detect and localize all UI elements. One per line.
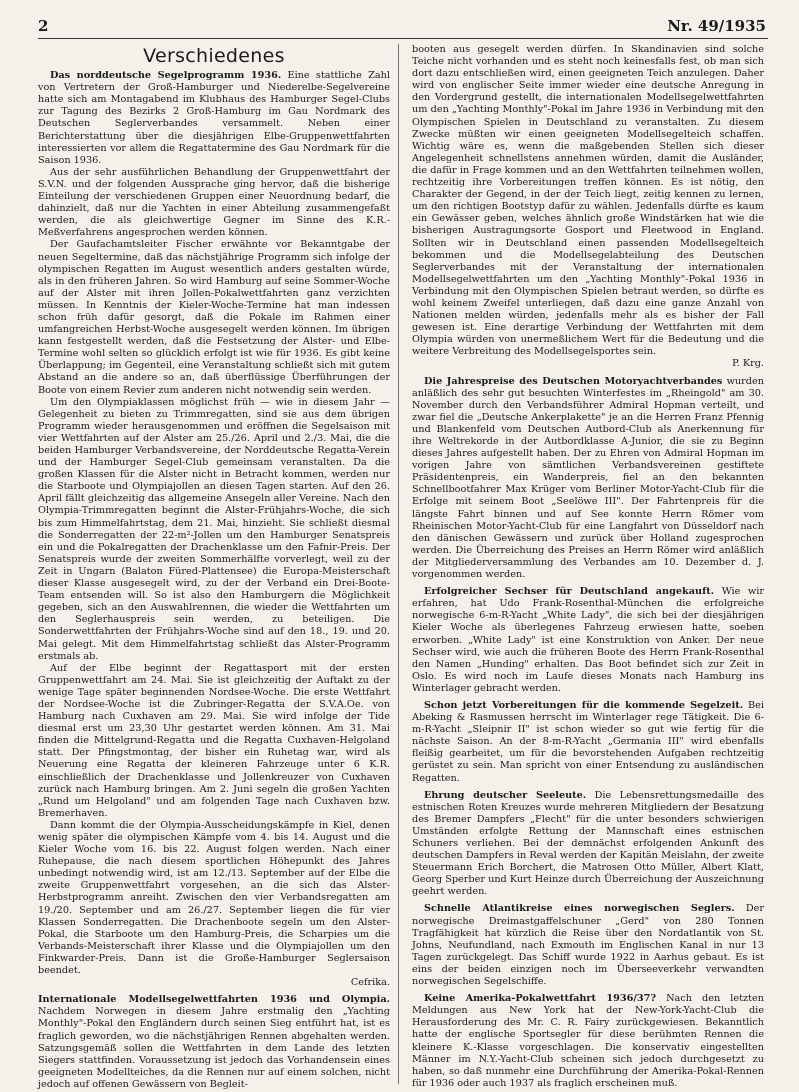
article-text: wurden anläßlich des sehr gut besuchten Winterfestes im „Rheingold" am 30. November durch den Verbandsführer Admiral Hopman verteilt, und zwar fiel die „Deutsche Ankerplakette" je an die Herren Franz Pfennig und Blankenfeld vom Deutschen Autbord-Club als Anerkennung für ihre Weltrekorde in der Autbordklasse A-Junior, die sie zu Beginn dieses Jahres aufgestellt haben. Der zu Ehren von Admiral Hopman im vorigen Jahre von sämtlichen Verbandsvereinen gestiftete Präsidentenpreis, ein Wanderpreis, fiel an den bekannten Schnellbootfahrer Max Krüger vom Berliner Motor-Yacht-Club für die Erfolge mit seinem Boot „Seelöwe III". Der Fahrtenpreis für die längste Fahrt binnen und auf See konnte Herrn Römer vom Rheinischen Motor-Yacht-Club für eine Langfahrt von Düsseldorf nach den dänischen Gewässern und zurück über Holland zugesprochen werden. Die Überreichung des Preises an Herrn Römer wird anläßlich der Mitgliederversammlung des Verbandes am 10. Dezember d. J. vorgenommen werden.	[412, 375, 764, 581]
paragraph: Um den Olympiaklassen möglichst früh — wie in diesem Jahr — Gelegenheit zu bieten zu Trimmregatten, sind sie aus dem übrigen Programm wieder herausgenommen und eröffnen die Segelsaison mit vier Wettfahrten auf der Alster am 25./26. April und 2./3. Mai, die die beiden Hamburger Verbandsvereine, der Norddeutsche Regatta-Verein und der Hamburger Segel-Club gemeinsam veranstalten. Da die großen Klassen für die Alster nicht in Betracht kommen, werden nur die Starboote und Olympiajollen an diesen Tagen starten. Auf den 26. April fällt gleichzeitig das allgemeine Ansegeln aller Vereine. Nach den Olympia-Trimmregatten beginnt die Alster-Frühjahrs-Woche, die sich bis zum Himmelfahrtstag, dem 21. Mai, hinzieht. Sie schließt diesmal die Sonderregatten der 22-m²-Jollen um den Hamburger Senatspreis ein und die Pokalregatten der Drachenklasse um den Fafnir-Preis. Der Senatspreis wurde der zweiten Sommerhälfte vorverlegt, weil zu der Zeit in Ungarn (Balaton Füred-Plattensee) die Europa-Meisterschaft dieser Klasse ausgesegelt wird, zu der der Verband ein Drei-Boote-Team entsenden will. So ist also den Hamburgern die Möglichkeit gegeben, sich an den Auswahlrennen, die wieder die Wettfahrten um den Seglerhauspreis sein werden, zu beteiligen. Die Sonderwettfahrten der Frühjahrs-Woche sind auf den 18., 19. und 20. Mai gelegt. Mit dem Himmelfahrtstag schließt das Alster-Programm erstmals ab.	[38, 396, 390, 662]
article-jahrespreise	[412, 376, 764, 582]
paragraph: Auf der Elbe beginnt der Regattasport mit der ersten Gruppenwettfahrt am 24. Mai. Sie ist gleichzeitig der Auftakt zu der wenige Tage später beginnenden Nordsee-Woche. Die erste Wettfahrt der Nordsee-Woche ist die Zubringer-Regatta der S.V.A.Oe. von Hamburg nach Cuxhaven am 29. Mai. Sie wird infolge der Tide diesmal erst um 23,30 Uhr gestartet werden können. Am 31. Mai finden die Mittelgrund-Regatta und die Regatta Cuxhaven-Helgoland statt. Der Pfingstmontag, der bisher ein Ruhetag war, wird als Neuerung eine Regatta der kleineren Fahrzeuge unter 6 K.R. einschließlich der Drachenklasse und Jollenkreuzer von Cuxhaven zurück nach Hamburg bringen. Am 2. Juni segeln die großen Yachten „Rund um Helgoland" und am folgenden Tage nach Cuxhaven bzw. Bremerhaven.	[38, 662, 390, 819]
article-heading: Schon jetzt Vorbereitungen für die kommende Segelzeit.	[424, 699, 744, 711]
author-signature: P. Krg.	[732, 358, 764, 370]
article-amerika-pokal	[412, 993, 764, 1090]
article-heading: Ehrung deutscher Seeleute.	[424, 789, 587, 801]
article-ehrung	[412, 790, 764, 899]
article-heading: Das norddeutsche Segelprogramm 1936.	[50, 70, 282, 82]
article-heading: Keine Amerika-Pokalwettfahrt 1936/37?	[424, 993, 657, 1005]
article-modellsegel	[38, 994, 390, 1091]
article-heading: Erfolgreicher Sechser für Deutschland angekauft.	[424, 586, 715, 598]
article-text: Nachdem Norwegen in diesem Jahre erstmalig den „Yachting Monthly"-Pokal den Engländern durch seinen Sieg entführt hat, ist es fraglich geworden, wo die nächstjährigen Rennen abgehalten werden. Satzungsgemäß sollen die Wettfahrten in dem Lande des letzten Siegers stattfinden. Voraussetzung ist jedoch das Vorhandensein eines geeigneten Modellteiches, da die Rennen nur auf einem solchen, nicht jedoch auf offenen Gewässern von Begleit-	[38, 1006, 390, 1090]
article-text: Wie wir erfahren, hat Udo Frank-Rosenthal-München die erfolgreiche norwegische 6-m-R-Yacht „White Lady", die sich bei der diesjährigen Kieler Woche als überlegenes Fahrzeug erwiesen hatte, soeben erworben. „White Lady" ist eine Konstruktion von Anker. Der neue Sechser wird, wie auch die früheren Boote des Herrn Frank-Rosenthal den Namen „Hunding" erhalten. Das Boot befindet sich zur Zeit in Oslo. Es wird noch im Laufe dieses Monats nach Hamburg ins Winterlager gebracht werden.	[412, 586, 764, 694]
article-text: Bei Abeking & Rasmussen herrscht im Winterlager rege Tätigkeit. Die 6-m-R-Yacht „Sleipnir II" ist schon wieder so gut wie fertig für die nächste Saison. An der 8-m-R-Yacht „Germania III" wird ebenfalls fleißig gearbeitet, um für die bevorstehenden Aufgaben rechtzeitig gerüstet zu sein. Man spricht von einer Entsendung zu ausländischen Regatten.	[412, 699, 764, 784]
page-title: Verschiedenes	[143, 45, 285, 67]
page-number: 2	[38, 17, 49, 35]
header-rule	[38, 38, 768, 39]
article-text: Die Lebensrettungsmedaille des estnischen Roten Kreuzes wurde mehreren Mitgliedern der Besatzung des Bremer Dampfers „Flecht" für die unter besonders schwierigen Umständen erfolgte Rettung der Mannschaft eines estnischen Schuners verliehen. Bei der demnächst erfolgenden Ankunft des deutschen Dampfers in Reval werden der Kapitän Meislahn, der zweite Steuermann Erich Borchert, die Matrosen Otto Müller, Albert Klatt, Georg Sperber und Kurt Heinze durch Überreichung der Auszeichnung geehrt werden.	[412, 789, 764, 898]
article-text: Eine stattliche Zahl von Vertretern der Groß-Hamburger und Niederelbe-Segelvereine hatte sich am Montagabend im Klubhaus des Hamburger Segel-Clubs zur Tagung des Bezirks 2 Groß-Hamburg im Gau Nordmark des Deutschen Seglerverbandes versammelt. Neben einer Berichterstattung über die diesjährigen Elbe-Gruppenwettfahrten interessierten vor allem die Regattatermine des Gau Nordmark für die Saison 1936.	[38, 70, 390, 166]
left-column	[38, 44, 390, 1090]
author-signature: Cefrika.	[350, 977, 390, 989]
article-segelprogramm	[38, 70, 390, 167]
article-text: Nach den letzten Meldungen aus New York hat der New-York-Yacht-Club die Herausforderung des Mr. C. R. Fairy zurückgewiesen. Bekanntlich hatte der englische Sportsegler für diese berühmten Rennen die kleinere K.-Klasse vorgeschlagen. Die konservativ eingestellten Männer im N.Y.-Yacht-Club scheinen sich jedoch durchgesetzt zu haben, so daß nunmehr eine Durchführung der Amerika-Pokal-Rennen für 1936 oder auch 1937 als fraglich erscheinen muß.	[412, 993, 764, 1089]
column-divider	[398, 44, 399, 1084]
paragraph: Der Gaufachamtsleiter Fischer erwähnte vor Bekanntgabe der neuen Segeltermine, daß das nächstjährige Programm sich infolge der olympischen Regatten im August wesentlich anders gestalten würde, als in den früheren Jahren. So wird Hamburg auf seine Sommer-Woche auf der Alster mit ihren Jollen-Pokalwettfahrten ganz verzichten müssen. In Kenntnis der Kieler-Woche-Termine hat man indessen schon früh dafür gesorgt, daß die Pokale im Rahmen einer umfangreichen Herbst-Woche ausgesegelt werden können. Im übrigen kann festgestellt werden, daß die Festsetzung der Alster- und Elbe-Termine wohl selten so glücklich erfolgt ist wie für 1936. Es gibt keine Überlappung; im Gegenteil, eine Veranstaltung schließt sich mit gutem Abstand an die andere so an, daß überflüssige Überführungen der Boote von einem Revier zum anderen nicht notwendig sein werden.	[38, 239, 390, 396]
article-vorbereitungen	[412, 700, 764, 785]
paragraph: booten aus gesegelt werden dürfen. In Skandinavien sind solche Teiche nicht vorhanden und es steht noch keinesfalls fest, ob man sich dort dazu entschließen wird, einen geeigneten Teich anzulegen. Daher wird von englischer Seite immer wieder eine deutsche Anregung in den Vordergrund gestellt, die internationalen Modellsegelwettfahrten um den „Yachting Monthly"-Pokal im Jahre 1936 in Verbindung mit den Olympischen Spielen in Deutschland zu veranstalten. Zu diesem Zwecke müßten wir einen geeigneten Modellsegelteich schaffen. Wichtig wäre es, wenn die maßgebenden Stellen sich dieser Angelegenheit schnellstens annehmen würden, damit die Ausländer, die dafür in Frage kommen und an den Wettfahrten teilnehmen wollen, rechtzeitig ihre Vorbereitungen treffen können. Es ist nötig, den Charakter der Gegend, in der der Teich liegt, zeitig kennen zu lernen, um den richtigen Bootstyp dafür zu wählen. Jedenfalls dürfte es kaum ein Gewässer geben, welches ähnlich große Windstärken hat wie die bisherigen Austragungsorte Gosport und Fleetwood in England. Sollten wir in Deutschland einen passenden Modellsegelteich bekommen und die Modellsegelabteilung des Deutschen Seglerverbandes mit der Veranstaltung der internationalen Modellsegelwettfahrten um den „Yachting Monthly"-Pokal 1936 in Verbindung mit den Olympischen Spielen betraut werden, so dürfte es wohl keinem Zweifel unterliegen, daß dazu eine ganze Anzahl von Nationen melden würden, jedenfalls mehr als es bisher der Fall gewesen ist. Eine derartige Verbindung der Wettfahrten mit dem Olympia würden von unermeßlichem Wert für die Bedeutung und die weitere Verbreitung des Modellsegelsportes sein.	[412, 44, 764, 358]
article-sechser	[412, 586, 764, 695]
article-heading: Die Jahrespreise des Deutschen Motoryachtverbandes	[424, 375, 723, 387]
paragraph: Aus der sehr ausführlichen Behandlung der Gruppenwettfahrt der S.V.N. und der folgenden Aussprache ging hervor, daß die bisherige Einteilung der verschiedenen Gruppen einer Neuordnung bedarf, die dahinzielt, daß nur die Yachten in einer Abteilung zusammengefaßt werden, die als gleichwertige Gegner im Sinne des K.R.-Meßverfahrens angesprochen werden können.	[38, 166, 390, 239]
article-text: Der norwegische Dreimastgaffelschuner „Gerd" von 280 Tonnen Tragfähigkeit hat kürzlich die Reise über den Nordatlantik von St. Johns, Neufundland, nach Exmouth im Englischen Kanal in nur 13 Tagen zurückgelegt. Das Schiff wurde 1922 in Aarhus gebaut. Es ist eins der beiden einzigen noch im Überseeverkehr verwandten norwegischen Segelschiffe.	[412, 903, 764, 988]
article-atlantikreise	[412, 903, 764, 988]
right-column	[412, 44, 764, 1089]
article-heading: Internationale Modellsegelwettfahrten 1936 und Olympia.	[38, 994, 390, 1006]
paragraph: Dann kommt die der Olympia-Ausscheidungskämpfe in Kiel, denen wenig später die olympischen Kämpfe vom 4. bis 14. August und die Kieler Woche vom 16. bis 22. August folgen werden. Nach einer Ruhepause, die nach diesem sportlichen Höhepunkt des Jahres unbedingt notwendig wird, ist am 12./13. September auf der Elbe die zweite Gruppenwettfahrt vorgesehen, an die sich das Alster-Herbstprogramm anreiht. Zwischen den vier Verbandsregatten am 19./20. September und am 26./27. September liegen die für vier Klassen Sonderregatten. Die Drachenboote segeln um den Alster-Pokal, die Starboote um den Hamburg-Preis, die Scharpies um die Verbands-Meisterschaft ihrer Klasse und die Olympiajollen um den Finkwarder-Preis. Dann ist die Große-Hamburger Seglersaison beendet.	[38, 819, 390, 977]
article-heading: Schnelle Atlantikreise eines norwegischen Seglers.	[424, 903, 735, 915]
issue-number: Nr. 49/1935	[667, 17, 766, 35]
